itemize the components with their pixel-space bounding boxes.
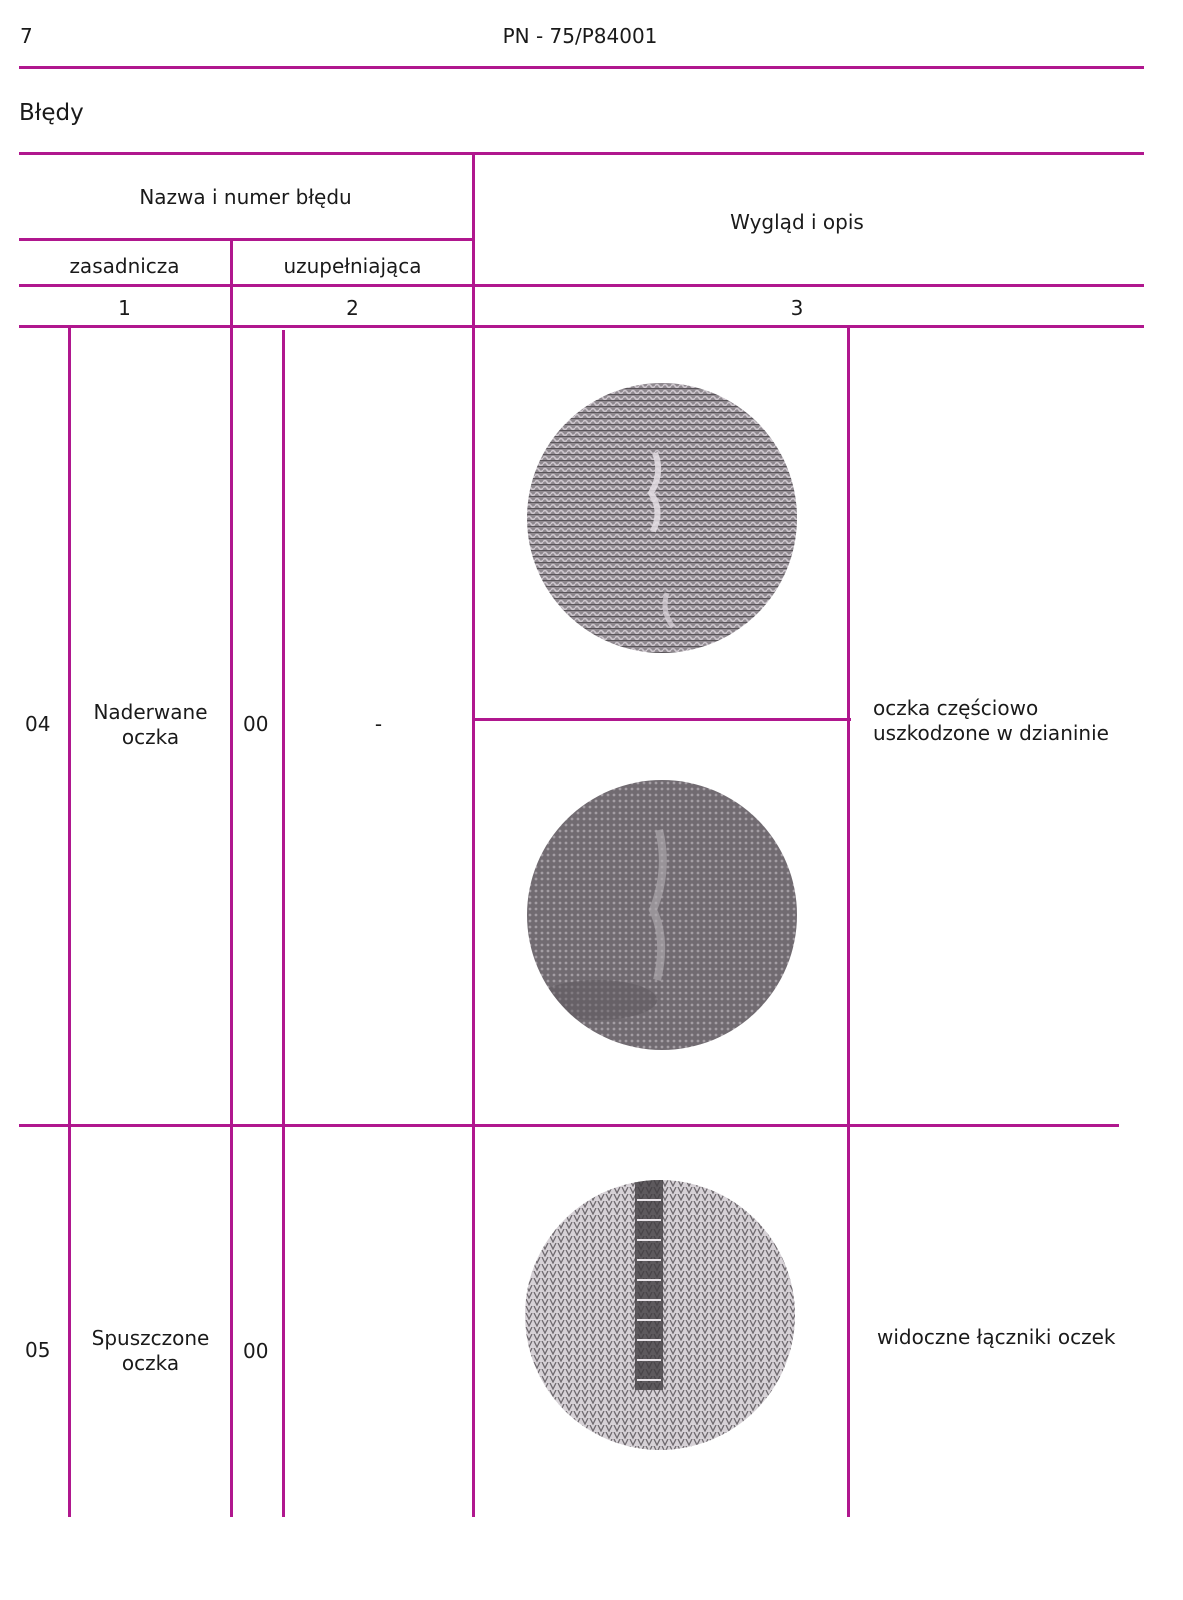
header-name-number: Nazwa i numer błędu xyxy=(139,185,352,209)
fabric-photo-torn-stitches-2 xyxy=(527,780,797,1050)
row-05-supp-code: 00 xyxy=(243,1339,269,1363)
row-04-supp-code: 00 xyxy=(243,712,269,736)
column-number-rule xyxy=(19,325,1144,328)
fabric-photo-dropped-stitches xyxy=(525,1180,795,1450)
section-title: Błędy xyxy=(19,100,84,126)
page-number: 7 xyxy=(20,24,33,48)
image-desc-divider xyxy=(847,325,850,1517)
header-rule xyxy=(19,66,1144,69)
header-appearance: Wygląd i opis xyxy=(730,210,864,234)
col2-inner-divider xyxy=(282,330,285,1517)
column-number-3: 3 xyxy=(790,296,804,320)
row-05-code: 05 xyxy=(25,1338,51,1362)
row-04-supp-name: - xyxy=(374,712,383,736)
column-header-rule xyxy=(19,284,1144,287)
column-number-1: 1 xyxy=(118,296,131,320)
column-number-2: 2 xyxy=(346,296,359,320)
row-04-desc-line1: oczka częściowo xyxy=(873,696,1039,720)
header-split-rule xyxy=(19,238,475,241)
row-04-name-line1: Naderwane xyxy=(93,700,208,724)
row-04-desc-line2: uszkodzone w dzianinie xyxy=(873,721,1109,745)
col2-col3-divider xyxy=(472,325,475,1517)
header-basic: zasadnicza xyxy=(69,254,180,278)
col1-col2-divider xyxy=(230,325,233,1517)
row-05-name-line1: Spuszczone xyxy=(91,1326,210,1350)
standard-number: PN - 75/P84001 xyxy=(502,24,658,48)
row-04-name-line2: oczka xyxy=(121,725,180,749)
fabric-photo-torn-stitches-1 xyxy=(527,383,797,653)
row-05-desc-line1: widoczne łączniki oczek xyxy=(877,1325,1116,1349)
table-top-rule xyxy=(19,152,1144,155)
row-05-name-line2: oczka xyxy=(121,1351,180,1375)
row-04-code: 04 xyxy=(25,712,51,736)
image-separator-rule xyxy=(473,718,851,721)
row-separator-rule xyxy=(19,1124,1119,1127)
header-supplementary: uzupełniająca xyxy=(283,254,422,278)
